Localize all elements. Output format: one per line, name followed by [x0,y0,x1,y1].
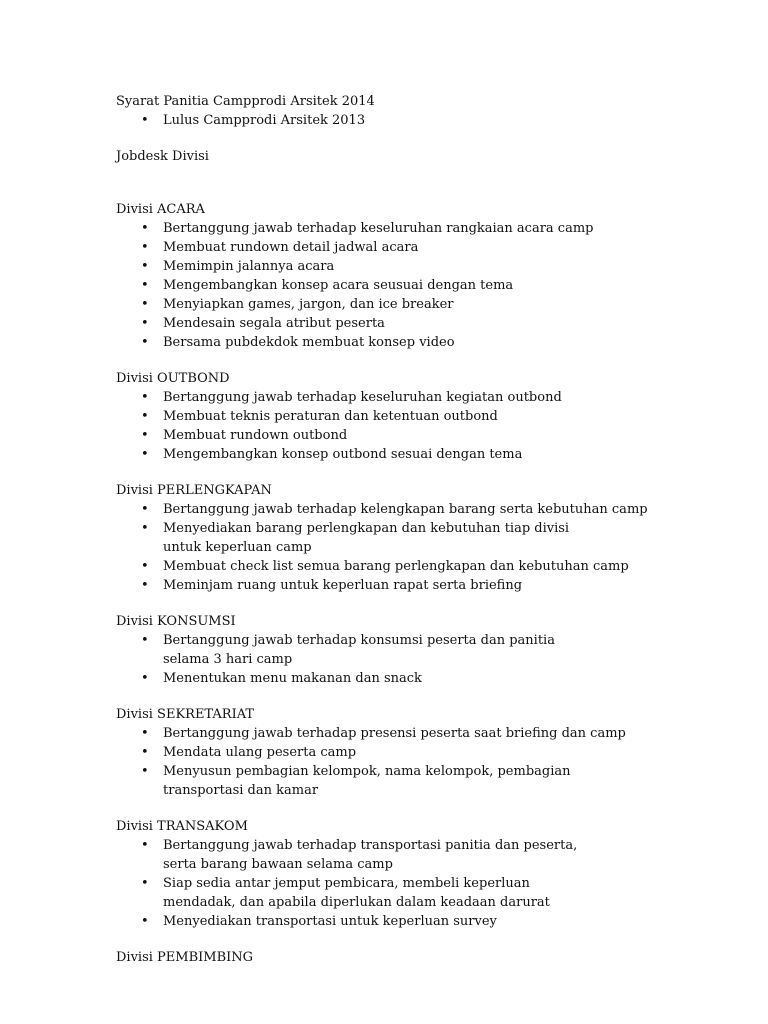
list-item: • Siap sedia antar jemput pembicara, membeli keperluan mendadak, dan apabila diperlukan dalam keadaan darurat [116,874,603,912]
list-item: • Membuat rundown outbond [116,426,676,445]
division-konsumsi [116,612,676,688]
division-title: Divisi KONSUMSI [116,614,236,629]
list-item: • Mengembangkan konsep outbond sesuai dengan tema [116,445,676,464]
list-item: • Membuat rundown detail jadwal acara [116,238,676,257]
list-item: • Mendata ulang peserta camp [116,743,676,762]
division-items [116,724,676,800]
list-item: • Menyusun pembagian kelompok, nama kelompok, pembagian transportasi dan kamar [116,762,583,800]
list-item: • Bertanggung jawab terhadap keseluruhan rangkaian acara camp [116,219,676,238]
division-title: Divisi SEKRETARIAT [116,707,255,722]
division-outbond [116,369,676,464]
requirements-list [116,111,676,130]
division-items [116,631,676,688]
division-items [116,219,676,352]
list-item: • Menyediakan barang perlengkapan dan kebutuhan tiap divisi untuk keperluan camp [116,519,583,557]
document-title: Syarat Panitia Campprodi Arsitek 2014 [116,94,375,109]
division-items [116,500,676,595]
list-item: • Menyediakan transportasi untuk keperluan survey [116,912,676,931]
list-item: • Lulus Campprodi Arsitek 2013 [116,111,676,130]
division-title: Divisi PEMBIMBING [116,950,254,965]
list-item: • Bertanggung jawab terhadap presensi peserta saat briefing dan camp [116,724,676,743]
list-item: • Mengembangkan konsep acara seusuai dengan tema [116,276,676,295]
list-item: • Bertanggung jawab terhadap transportasi panitia dan peserta, serta barang bawaan selama camp [116,836,583,874]
division-title: Divisi PERLENGKAPAN [116,483,272,498]
division-acara [116,200,676,352]
division-title: Divisi TRANSAKOM [116,819,248,834]
jobdesk-heading: Jobdesk Divisi [116,149,209,164]
document-page [116,92,676,967]
division-pembimbing [116,948,676,967]
list-item: • Bertanggung jawab terhadap kelengkapan barang serta kebutuhan camp [116,500,676,519]
list-item: • Memimpin jalannya acara [116,257,676,276]
list-item: • Menyiapkan games, jargon, dan ice breaker [116,295,676,314]
list-item: • Mendesain segala atribut peserta [116,314,676,333]
list-item: • Membuat check list semua barang perlengkapan dan kebutuhan camp [116,557,676,576]
division-sekretariat [116,705,676,800]
list-item: • Meminjam ruang untuk keperluan rapat serta briefing [116,576,676,595]
list-item: • Bertanggung jawab terhadap konsumsi peserta dan panitia selama 3 hari camp [116,631,603,669]
division-title: Divisi OUTBOND [116,371,230,386]
division-items [116,836,676,931]
list-item: • Menentukan menu makanan dan snack [116,669,676,688]
list-item: • Bertanggung jawab terhadap keseluruhan kegiatan outbond [116,388,676,407]
list-item: • Bersama pubdekdok membuat konsep video [116,333,676,352]
division-items [116,388,676,464]
list-item: • Membuat teknis peraturan dan ketentuan outbond [116,407,676,426]
division-perlengkapan [116,481,676,595]
division-transakom [116,817,676,931]
division-title: Divisi ACARA [116,202,205,217]
